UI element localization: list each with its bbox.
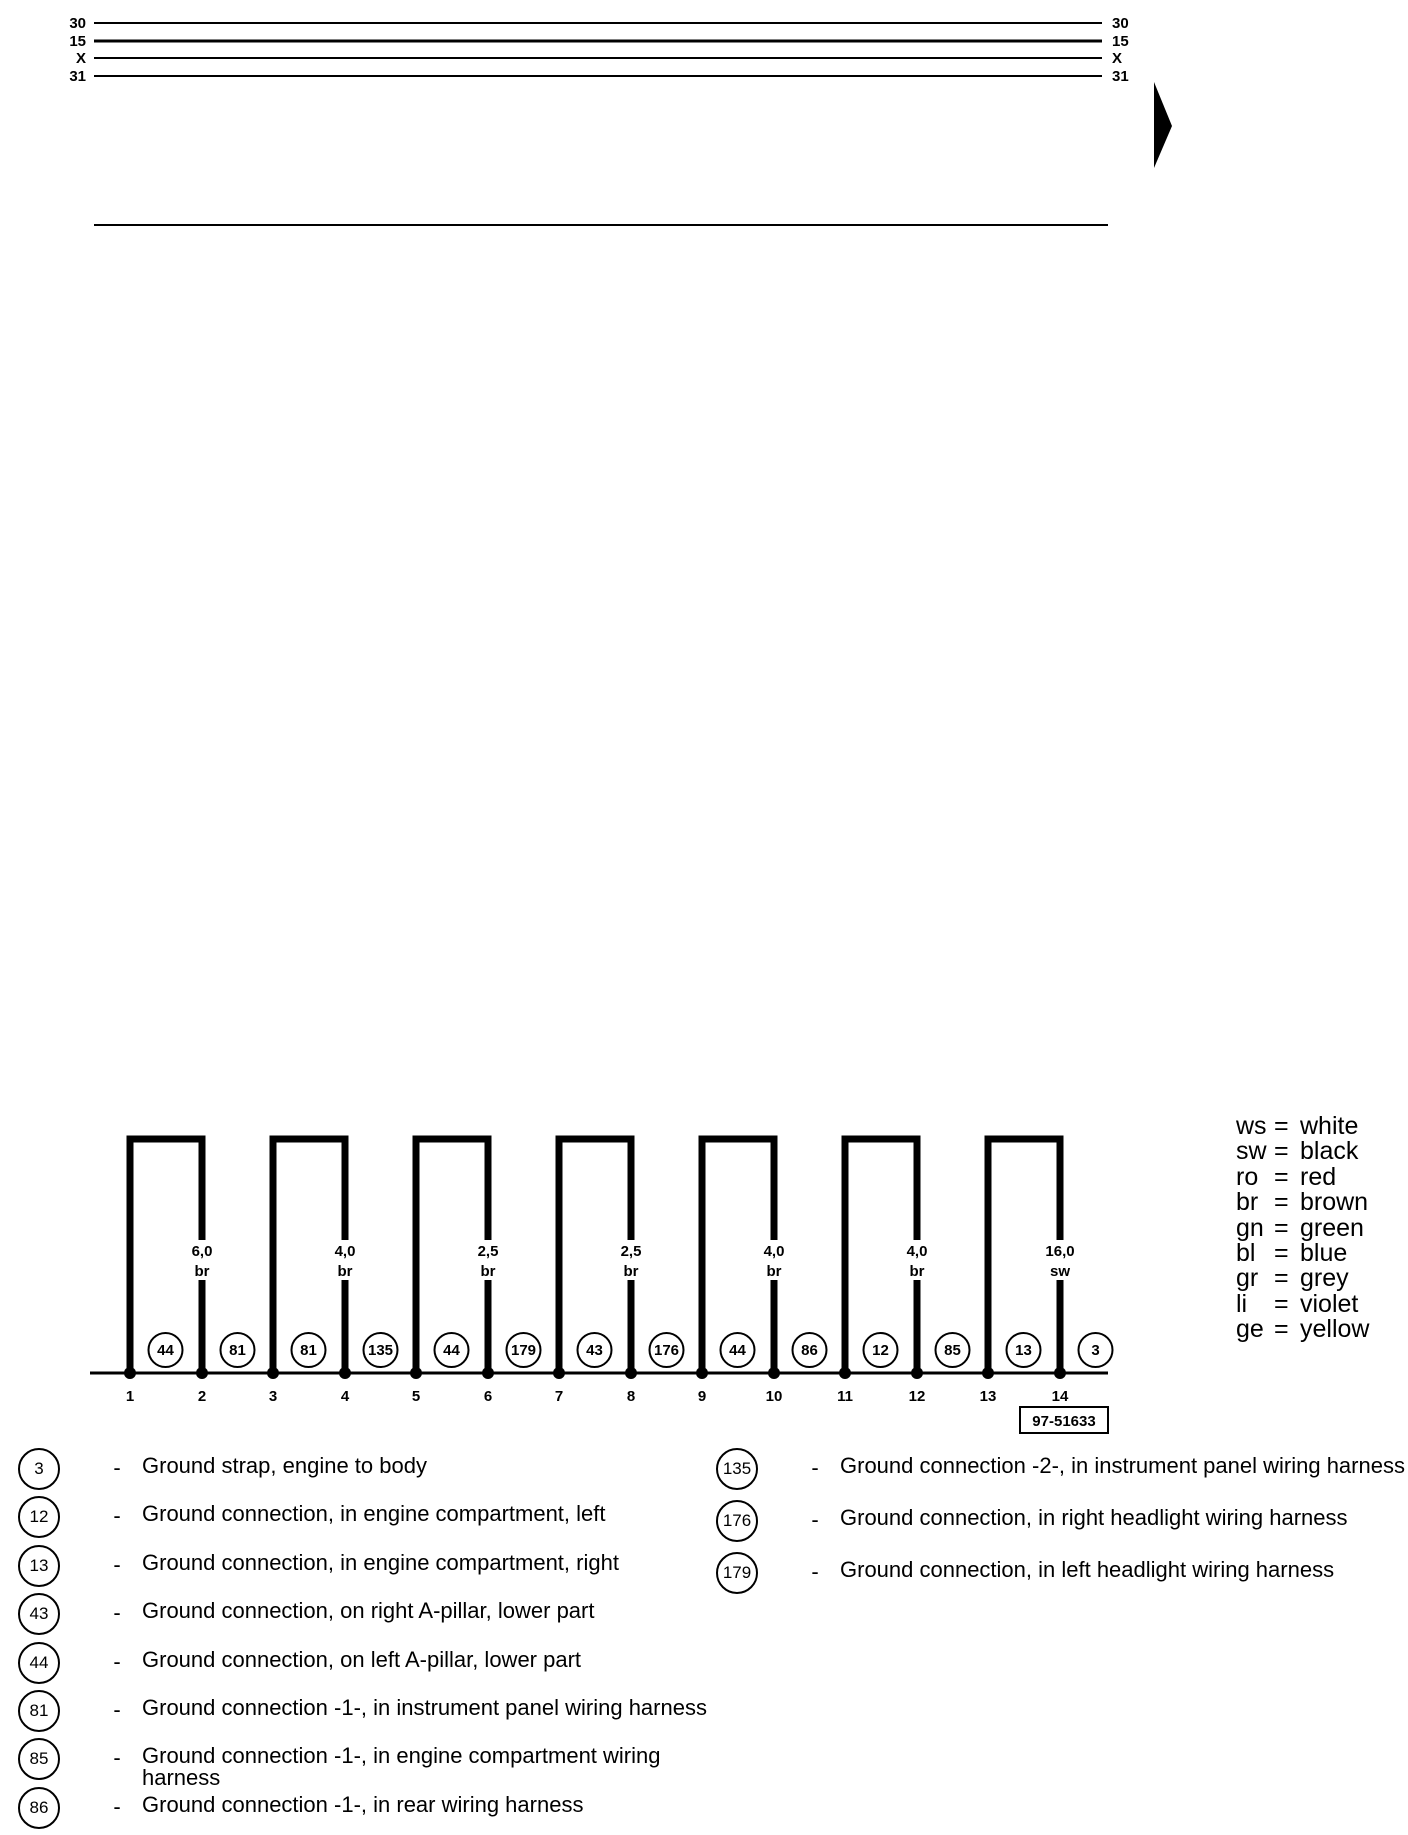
legend-row	[1236, 1241, 1369, 1266]
legend-code: ws	[1236, 1112, 1267, 1140]
legend-equals: =	[1274, 1112, 1289, 1140]
terminal-number: 12	[908, 1388, 926, 1405]
ground-list-item	[716, 1500, 1406, 1552]
ground-number: 135	[367, 1342, 394, 1359]
rail-label-left-31: 31	[69, 68, 86, 85]
wire-size-label: 16,0	[1045, 1243, 1075, 1260]
ground-description: Ground connection, on right A-pillar, lower part	[142, 1598, 595, 1624]
legend-code: sw	[1236, 1137, 1267, 1166]
terminal-number: 9	[697, 1388, 707, 1405]
ground-number: 44	[443, 1342, 460, 1359]
wire-color-label: br	[480, 1263, 496, 1280]
ground-number: 81	[300, 1342, 317, 1359]
wire-color-label: br	[337, 1263, 353, 1280]
ground-number: 81	[229, 1342, 246, 1359]
ground-list-item	[18, 1642, 708, 1690]
ground-description: Ground strap, engine to body	[142, 1453, 427, 1478]
legend-code: ro	[1236, 1162, 1259, 1191]
ground-number-circle: 81	[18, 1690, 60, 1732]
legend-code: gr	[1236, 1264, 1259, 1293]
rail-label-left-x: X	[75, 50, 86, 67]
ground-description: Ground connection, in engine compartment, right	[142, 1549, 619, 1575]
terminal-junction-dot	[553, 1367, 565, 1379]
rail-label-right-31: 31	[1112, 68, 1129, 85]
legend-row	[1236, 1190, 1369, 1215]
rail-label-right-30: 30	[1112, 15, 1129, 32]
ground-list-item	[18, 1738, 708, 1791]
ground-marker	[650, 1333, 684, 1367]
terminal-number: 13	[979, 1388, 997, 1405]
legend-row	[1236, 1266, 1369, 1291]
wire-color-label: br	[766, 1263, 782, 1280]
ground-list-left	[18, 1448, 708, 1835]
terminal-junction-dot	[196, 1367, 208, 1379]
terminal-number: 10	[765, 1388, 783, 1405]
ground-number: 12	[872, 1342, 889, 1359]
list-dash: -	[113, 1455, 121, 1480]
ground-number: 179	[510, 1342, 537, 1359]
terminal-junction-dot	[482, 1367, 494, 1379]
legend-color-name: violet	[1300, 1289, 1359, 1318]
terminal-junction-dot	[768, 1367, 780, 1379]
ground-description: Ground connection -1-, in engine compartment wiring harness	[142, 1743, 661, 1791]
terminal-number: 1	[125, 1388, 135, 1405]
wire-color-label: br	[623, 1263, 639, 1280]
wire-size-label: 4,0	[763, 1243, 785, 1260]
ground-number-circle: 179	[716, 1552, 758, 1594]
legend-code: br	[1236, 1188, 1259, 1217]
terminal-junction-dot	[911, 1367, 923, 1379]
ground-description: Ground connection, in engine compartment, left	[142, 1501, 606, 1527]
ground-list-item	[18, 1448, 708, 1496]
ground-description: Ground connection, on left A-pillar, lower part	[142, 1646, 582, 1672]
legend-code: gn	[1236, 1213, 1264, 1242]
wire-size-label: 2,5	[477, 1243, 499, 1260]
ground-number: 176	[653, 1342, 680, 1359]
legend-row	[1236, 1213, 1369, 1242]
ground-number-circle: 12	[18, 1496, 60, 1538]
wire-color-label: sw	[1049, 1263, 1071, 1280]
ground-number: 85	[944, 1342, 961, 1359]
ground-list-item	[18, 1690, 708, 1738]
ground-marker	[936, 1333, 970, 1367]
legend-color-name: blue	[1300, 1239, 1348, 1268]
legend-row	[1236, 1114, 1369, 1139]
legend-equals: =	[1274, 1239, 1289, 1268]
legend-color-name: yellow	[1300, 1315, 1370, 1344]
legend-row	[1236, 1139, 1369, 1164]
ground-marker	[793, 1333, 827, 1367]
ground-marker	[149, 1333, 183, 1367]
wire-color-label: br	[194, 1263, 210, 1280]
ground-number: 43	[586, 1342, 603, 1359]
terminal-number: 4	[340, 1388, 350, 1405]
list-dash: -	[113, 1648, 121, 1674]
list-dash: -	[113, 1600, 121, 1626]
ground-list-item	[18, 1545, 708, 1593]
ground-description: Ground connection -1-, in rear wiring harness	[142, 1791, 584, 1817]
ground-number-circle: 43	[18, 1593, 60, 1635]
ground-marker	[221, 1333, 255, 1367]
terminal-number: 5	[411, 1388, 421, 1405]
terminal-junction-dot	[839, 1367, 851, 1379]
terminal-junction-dot	[982, 1367, 994, 1379]
legend-color-name: white	[1300, 1112, 1359, 1140]
reference-number: 97-51633	[1032, 1413, 1096, 1430]
list-dash: -	[113, 1793, 121, 1819]
continuation-arrow-icon	[1154, 82, 1172, 168]
list-dash: -	[113, 1551, 121, 1577]
list-dash: -	[811, 1559, 819, 1584]
legend-equals: =	[1274, 1213, 1289, 1242]
rail-label-left-30: 30	[69, 15, 86, 32]
power-rails	[69, 15, 1128, 85]
terminal-junction-dot	[696, 1367, 708, 1379]
ground-number-circle: 44	[18, 1642, 60, 1684]
list-dash: -	[113, 1696, 121, 1722]
rail-label-left-15: 15	[69, 33, 86, 50]
terminal-junction-dot	[410, 1367, 422, 1379]
terminal-number: 6	[483, 1388, 493, 1405]
wire-size-label: 4,0	[906, 1243, 928, 1260]
list-dash: -	[811, 1455, 819, 1480]
rail-label-right-x: X	[1112, 50, 1123, 67]
legend-color-name: green	[1300, 1213, 1364, 1242]
ground-description: Ground connection -2-, in instrument panel wiring harness	[840, 1453, 1405, 1478]
wire-color-label: br	[909, 1263, 925, 1280]
terminal-junction-dot	[267, 1367, 279, 1379]
legend-equals: =	[1274, 1137, 1289, 1166]
legend-row	[1236, 1289, 1369, 1318]
terminal-junction-dot	[1054, 1367, 1066, 1379]
legend-color-name: red	[1300, 1162, 1337, 1191]
ground-number: 44	[729, 1342, 746, 1359]
ground-marker	[721, 1333, 755, 1367]
ground-marker	[1007, 1333, 1041, 1367]
legend-color-name: black	[1300, 1137, 1359, 1166]
wire-size-label: 2,5	[620, 1243, 642, 1260]
ground-number-circle: 3	[18, 1448, 60, 1490]
ground-marker	[292, 1333, 326, 1367]
legend-row	[1236, 1162, 1369, 1191]
terminal-number: 3	[268, 1388, 278, 1405]
ground-list-item	[716, 1552, 1406, 1604]
terminal-number: 8	[626, 1388, 636, 1405]
ground-number: 3	[1091, 1342, 1100, 1359]
ground-number: 86	[801, 1342, 818, 1359]
list-dash: -	[113, 1503, 121, 1529]
ground-marker	[864, 1333, 898, 1367]
legend-equals: =	[1274, 1289, 1289, 1318]
ground-description: Ground connection, in left headlight wiring harness	[840, 1557, 1335, 1582]
list-dash: -	[811, 1507, 819, 1532]
ground-list-item	[18, 1593, 708, 1641]
ground-number-circle: 13	[18, 1545, 60, 1587]
legend-equals: =	[1274, 1188, 1289, 1217]
terminal-junction-dot	[339, 1367, 351, 1379]
legend-color-name: grey	[1300, 1264, 1349, 1293]
list-dash: -	[113, 1745, 121, 1771]
wire-size-label: 4,0	[334, 1243, 356, 1260]
legend-equals: =	[1274, 1315, 1289, 1344]
ground-marker	[364, 1333, 398, 1367]
terminal-number: 11	[837, 1388, 853, 1405]
ground-marker	[578, 1333, 612, 1367]
ground-number-circle: 86	[18, 1787, 60, 1829]
ground-marker	[435, 1333, 469, 1367]
ground-marker	[507, 1333, 541, 1367]
legend-code: ge	[1236, 1315, 1264, 1344]
wire-gauge-labels	[180, 1240, 1082, 1280]
ground-number-circle: 85	[18, 1738, 60, 1780]
ground-number: 13	[1015, 1342, 1032, 1359]
ground-list-item	[18, 1496, 708, 1544]
ground-number-circle: 176	[716, 1500, 758, 1542]
legend-color-name: brown	[1300, 1188, 1369, 1217]
ground-description: Ground connection, in right headlight wiring harness	[840, 1505, 1348, 1530]
legend-equals: =	[1274, 1264, 1289, 1293]
legend-row	[1236, 1317, 1369, 1342]
ground-marker	[1079, 1333, 1113, 1367]
ground-number: 44	[157, 1342, 174, 1359]
legend-equals: =	[1274, 1162, 1289, 1191]
rail-label-right-15: 15	[1112, 33, 1129, 50]
ground-list-right	[716, 1448, 1406, 1604]
terminal-labels	[126, 1388, 1069, 1405]
terminal-number: 7	[554, 1388, 564, 1405]
terminal-number: 14	[1051, 1388, 1069, 1405]
legend-code: li	[1236, 1289, 1248, 1318]
ground-list-item	[716, 1448, 1406, 1500]
terminal-junction-dot	[625, 1367, 637, 1379]
terminal-junction-dot	[124, 1367, 136, 1379]
ground-list-item	[18, 1787, 708, 1835]
ground-description: Ground connection -1-, in instrument panel wiring harness	[142, 1694, 707, 1720]
color-legend	[1236, 1114, 1369, 1343]
ground-number-circle: 135	[716, 1448, 758, 1490]
terminal-number: 2	[197, 1388, 207, 1405]
legend-code: bl	[1236, 1239, 1256, 1268]
wire-size-label: 6,0	[191, 1243, 213, 1260]
